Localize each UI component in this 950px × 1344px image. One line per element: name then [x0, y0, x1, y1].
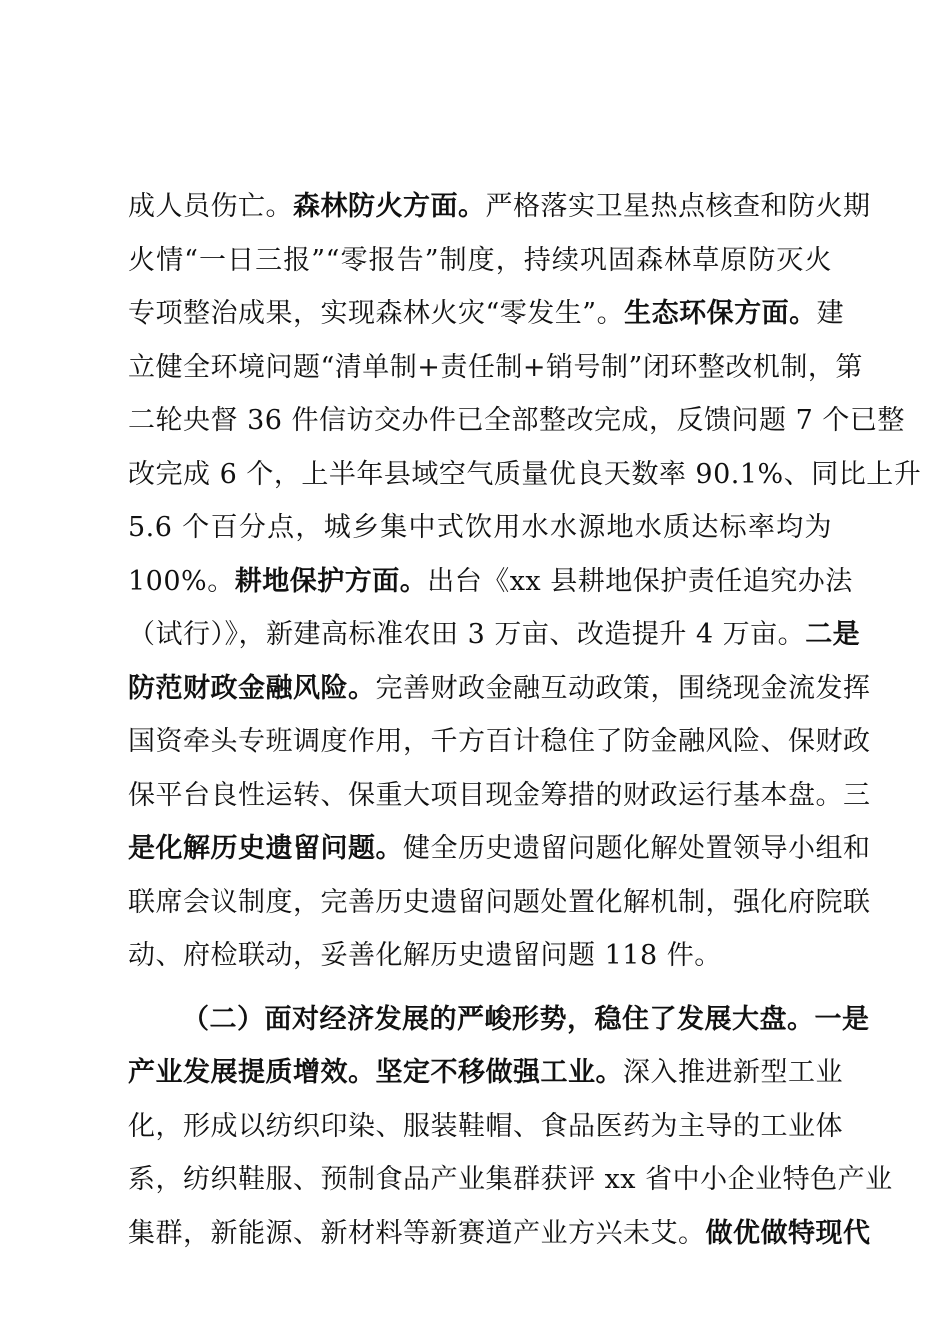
body-text: 化，形成以纺织印染、服装鞋帽、食品医药为主导的工业体	[128, 1110, 843, 1142]
body-text: 改完成 6 个，上半年县域空气质量优良天数率 90.1%、同比上升	[128, 458, 922, 490]
bold-heading-text: 防范财政金融风险。	[128, 672, 376, 704]
body-text: 系，纺织鞋服、预制食品产业集群获评 xx 省中小企业特色产业	[128, 1164, 893, 1195]
text-line	[128, 662, 871, 716]
bold-heading-text: 二是	[805, 619, 861, 650]
body-text: 二轮央督 36 件信访交办件已全部整改完成，反馈问题 7 个已整	[128, 405, 905, 436]
body-text: 5.6 个百分点，城乡集中式饮用水水源地水质达标率均为	[128, 512, 832, 543]
bold-heading-text: 产业发展提质增效。坚定不移做强工业。	[128, 1057, 623, 1088]
body-text: 严格落实卫星热点核查和防火期	[485, 191, 871, 222]
text-line	[128, 1207, 871, 1261]
body-text: 100%。	[128, 565, 235, 597]
text-line	[128, 876, 871, 930]
body-text: 联席会议制度，完善历史遗留问题处置化解机制，强化府院联	[128, 886, 871, 918]
paragraph-2	[128, 993, 893, 1261]
body-text: 集群，新能源、新材料等新赛道产业方兴未艾。	[128, 1217, 706, 1249]
body-text: 立健全环境问题“清单制+责任制+销号制”闭环整改机制，第	[128, 351, 863, 383]
paragraph-1	[128, 180, 922, 983]
bold-heading-text: 是化解历史遗留问题。	[128, 833, 403, 864]
text-line	[128, 180, 871, 234]
text-line	[128, 341, 863, 395]
body-text: （试行）》，新建高标准农田 3 万亩、改造提升 4 万亩。	[128, 619, 806, 650]
bold-heading-text: （二）面对经济发展的严峻形势，稳住了发展大盘。一是	[182, 1003, 870, 1035]
text-line	[128, 501, 832, 555]
body-text: 完善财政金融互动政策，围绕现金流发挥	[375, 672, 871, 704]
document-body	[128, 180, 922, 1260]
body-text: 建	[816, 298, 845, 329]
body-text: 出台《xx 县耕地保护责任追究办法	[427, 565, 853, 597]
bold-heading-text: 做优做特现代	[705, 1217, 871, 1249]
text-line	[128, 448, 922, 502]
bold-heading-text: 耕地保护方面。	[234, 565, 428, 597]
body-text: 保平台良性运转、保重大项目现金筹措的财政运行基本盘。三	[128, 779, 871, 811]
body-text: 深入推进新型工业	[623, 1057, 843, 1088]
body-text: 动、府检联动，妥善化解历史遗留问题 118 件。	[128, 940, 722, 971]
text-line	[128, 993, 870, 1047]
body-text: 火情“一日三报”“零报告”制度，持续巩固森林草原防灭火	[128, 244, 832, 276]
text-line	[128, 715, 871, 769]
text-line	[128, 608, 861, 662]
text-line	[128, 929, 832, 983]
body-text: 国资牵头专班调度作用，千方百计稳住了防金融风险、保财政	[128, 726, 871, 757]
text-line	[128, 555, 853, 609]
text-line	[128, 1153, 893, 1207]
body-text: 专项整治成果，实现森林火灾“零发生”。	[128, 298, 625, 329]
bold-heading-text: 生态环保方面。	[624, 298, 817, 329]
body-text: 健全历史遗留问题化解处置领导小组和	[403, 833, 871, 864]
text-line	[128, 1046, 843, 1100]
text-line	[128, 822, 871, 876]
body-text: 成人员伤亡。	[128, 191, 293, 222]
text-line	[128, 394, 905, 448]
text-line	[128, 287, 845, 341]
text-line	[128, 769, 871, 823]
text-line	[128, 1100, 843, 1154]
text-line	[128, 234, 832, 288]
bold-heading-text: 森林防火方面。	[293, 191, 486, 222]
